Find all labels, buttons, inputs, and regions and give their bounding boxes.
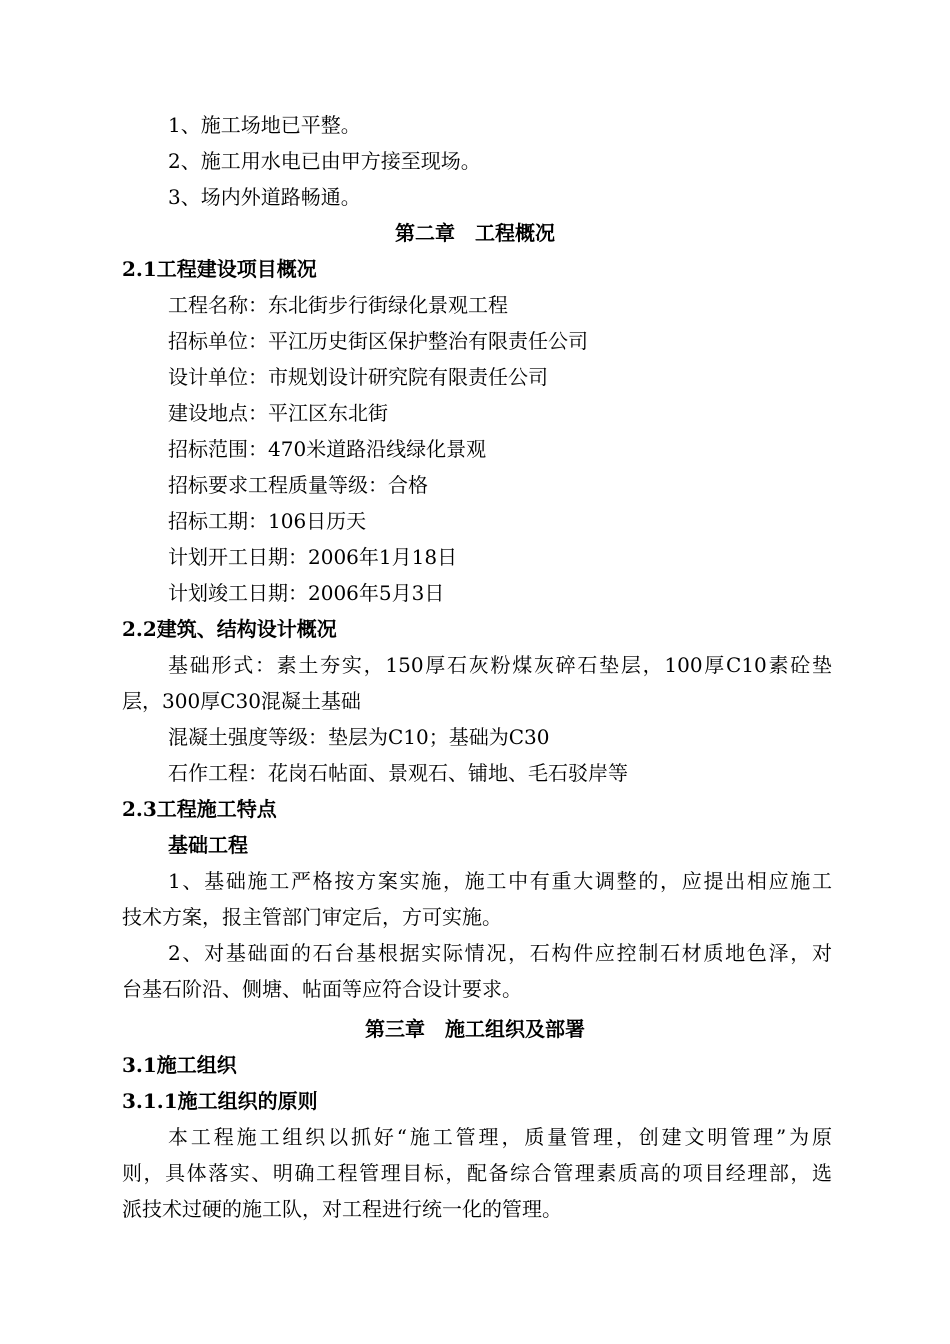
tender-duration: 招标工期：106日历天 (168, 509, 367, 533)
intro-item-2: 2、施工用水电已由甲方接至现场。 (168, 149, 481, 173)
section-2-1-heading: 2.1工程建设项目概况 (122, 257, 317, 281)
stone-works: 石作工程：花岗石帖面、景观石、铺地、毛石驳岸等 (168, 761, 628, 785)
chapter-3-title: 第三章 施工组织及部署 (365, 1017, 585, 1041)
principle-para-line-2: 则，具体落实、明确工程管理目标，配备综合管理素质高的项目经理部，选 (122, 1161, 832, 1185)
concrete-grade: 混凝土强度等级：垫层为C10；基础为C30 (168, 725, 550, 749)
feature-item-2-line-1: 2、对基础面的石台基根据实际情况，石构件应控制石材质地色泽，对 (168, 941, 832, 965)
feature-item-1-line-1: 1、基础施工严格按方案实施，施工中有重大调整的，应提出相应施工 (168, 869, 832, 893)
quality-grade: 招标要求工程质量等级：合格 (168, 473, 428, 497)
project-name: 工程名称：东北街步行街绿化景观工程 (168, 293, 508, 317)
planned-start-date: 计划开工日期：2006年1月18日 (168, 545, 458, 569)
principle-para-line-1: 本工程施工组织以抓好“施工管理，质量管理，创建文明管理”为原 (168, 1125, 832, 1149)
section-2-3-heading: 2.3工程施工特点 (122, 797, 277, 821)
tender-scope: 招标范围：470米道路沿线绿化景观 (168, 437, 487, 461)
principle-para-line-3: 派技术过硬的施工队，对工程进行统一化的管理。 (122, 1197, 562, 1221)
design-unit: 设计单位：市规划设计研究院有限责任公司 (168, 365, 548, 389)
foundation-form-line-2: 层，300厚C30混凝土基础 (122, 689, 361, 713)
tendering-unit: 招标单位：平江历史街区保护整治有限责任公司 (168, 329, 588, 353)
feature-item-1-line-2: 技术方案，报主管部门审定后，方可实施。 (122, 905, 502, 929)
section-3-1-heading: 3.1施工组织 (122, 1053, 237, 1077)
foundation-form-line-1: 基础形式：素土夯实，150厚石灰粉煤灰碎石垫层，100厚C10素砼垫 (168, 653, 832, 677)
planned-completion-date: 计划竣工日期：2006年5月3日 (168, 581, 445, 605)
section-2-2-heading: 2.2建筑、结构设计概况 (122, 617, 337, 641)
feature-item-2-line-2: 台基石阶沿、侧塘、帖面等应符合设计要求。 (122, 977, 522, 1001)
intro-item-1: 1、施工场地已平整。 (168, 113, 361, 137)
intro-item-3: 3、场内外道路畅通。 (168, 185, 361, 209)
section-3-1-1-heading: 3.1.1施工组织的原则 (122, 1089, 318, 1113)
foundation-works-subheading: 基础工程 (168, 833, 248, 857)
construction-site: 建设地点：平江区东北街 (168, 401, 388, 425)
chapter-2-title: 第二章 工程概况 (395, 221, 555, 245)
